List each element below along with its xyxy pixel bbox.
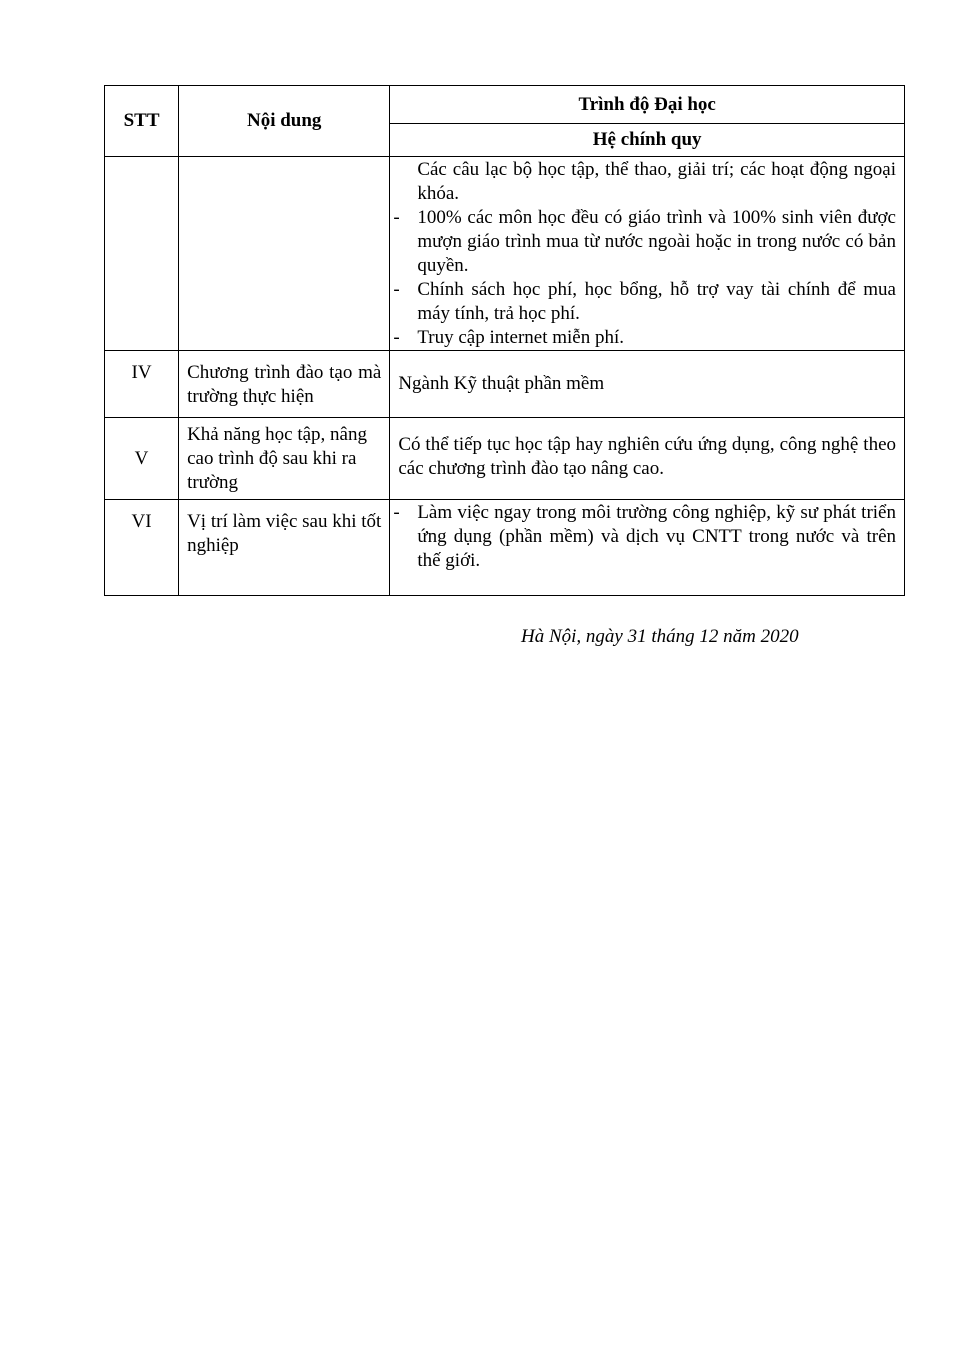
cell-stt-vi: VI (105, 500, 179, 596)
cell-noi-dung-empty (179, 157, 390, 351)
list-item-text: 100% các môn học đều có giáo trình và 100% sinh viên được mượn giáo trình mua từ nước ngoài hoặc in trong nước có bản quyền. (417, 207, 896, 276)
vi-list (393, 501, 896, 573)
header-level: Trình độ Đại học (390, 86, 905, 124)
dash-marker: - (393, 279, 400, 300)
list-item (393, 326, 896, 350)
cell-stt-v: V (105, 418, 179, 500)
header-noi-dung: Nội dung (179, 86, 390, 157)
cell-noi-dung-vi: Vị trí làm việc sau khi tốt nghiệp (179, 500, 390, 596)
list-item-text: Làm việc ngay trong môi trường công nghiệp, kỹ sư phát triển ứng dụng (phần mềm) và dịch vụ CNTT trong nước và trên thế giới. (417, 502, 896, 571)
cell-value-v: Có thể tiếp tục học tập hay nghiên cứu ứng dụng, công nghệ theo các chương trình đào tạo nâng cao. (390, 418, 905, 500)
list-item (393, 501, 896, 573)
list-item (393, 278, 896, 326)
continuation-list (393, 206, 896, 350)
table-row-continuation (105, 157, 905, 351)
dash-marker: - (393, 502, 400, 523)
cell-stt-empty (105, 157, 179, 351)
cell-value-vi (390, 500, 905, 596)
dash-marker: - (393, 207, 400, 228)
list-item (393, 206, 896, 278)
table-header-row (105, 86, 905, 124)
header-stt: STT (105, 86, 179, 157)
table-row-vi (105, 500, 905, 596)
continuation-intro: Các câu lạc bộ học tập, thể thao, giải trí; các hoạt động ngoại khóa. (417, 159, 896, 204)
signoff-date: Hà Nội, ngày 31 tháng 12 năm 2020 (521, 626, 799, 647)
table-row-v (105, 418, 905, 500)
cell-continuation (390, 157, 905, 351)
list-item-text: Truy cập internet miễn phí. (417, 327, 625, 348)
dash-marker: - (393, 327, 400, 348)
cell-noi-dung-iv: Chương trình đào tạo mà trường thực hiện (179, 351, 390, 418)
table-row-iv (105, 351, 905, 418)
header-mode: Hệ chính quy (390, 124, 905, 157)
cell-noi-dung-v: Khả năng học tập, nâng cao trình độ sau khi ra trường (179, 418, 390, 500)
cell-value-iv: Ngành Kỹ thuật phần mềm (390, 351, 905, 418)
cell-stt-iv: IV (105, 351, 179, 418)
info-table (104, 85, 905, 596)
list-item-text: Chính sách học phí, học bổng, hỗ trợ vay tài chính để mua máy tính, trả học phí. (417, 279, 896, 324)
